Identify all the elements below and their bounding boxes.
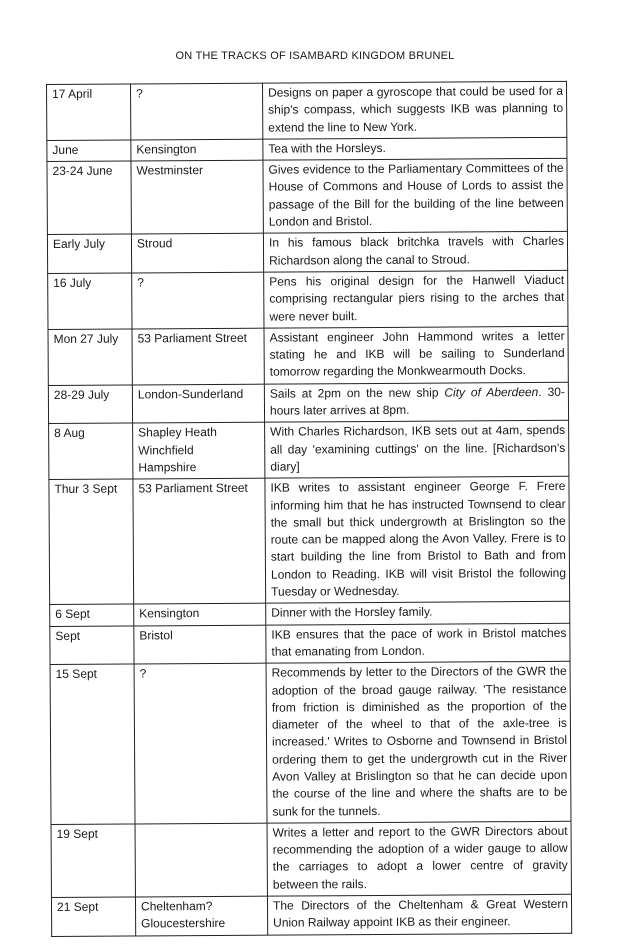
event-cell: Assistant engineer John Hammond writes a letter stating he and IKB will be sailing to Sunderland tomorrow regarding the Monkwearmouth Docks. bbox=[264, 326, 568, 384]
table-row bbox=[50, 662, 571, 825]
event-cell: The Directors of the Cheltenham & Great Western Union Railway appoint IKB as their engineer. bbox=[267, 894, 571, 934]
place-cell: Kensington bbox=[134, 603, 266, 625]
table-row bbox=[48, 326, 568, 385]
date-cell: June bbox=[47, 140, 131, 162]
place-cell: ? bbox=[134, 663, 267, 823]
table-row bbox=[47, 159, 567, 235]
place-cell: ? bbox=[132, 272, 264, 329]
table-row bbox=[48, 270, 568, 329]
ship-name: City of Aberdeen bbox=[444, 384, 539, 400]
date-cell: 21 Sept bbox=[51, 897, 135, 936]
event-cell: Designs on paper a gyroscope that could be used for a ship's compass, which suggests IKB was planning to extend the line to New York. bbox=[262, 81, 566, 139]
place-cell: Shapley Heath Winchfield Hampshire bbox=[133, 423, 265, 480]
date-cell: 28-29 July bbox=[48, 385, 132, 424]
table-row bbox=[50, 623, 570, 665]
timeline-table bbox=[46, 81, 572, 937]
event-cell: Gives evidence to the Parliamentary Committees of the House of Commons and House of Lords to assist the passage of the Bill for the building of the line between London and Bristol. bbox=[263, 159, 567, 234]
place-cell: Stroud bbox=[131, 234, 263, 273]
event-cell: Writes a letter and report to the GWR Directors about recommending the adoption of a wider gauge to allow the carriages to adopt a lower centre of gravity between the rails. bbox=[267, 821, 571, 896]
event-cell: In his famous black britchka travels with Charles Richardson along the canal to Stroud. bbox=[263, 232, 567, 272]
event-text: Sails at 2pm on the new ship bbox=[269, 385, 445, 401]
place-cell bbox=[135, 823, 267, 897]
event-cell: Recommends by letter to the Directors of the GWR the adoption of the broad gauge railway. 'The resistance from friction is diminished as the proportion of the diameter of the wheel to that of the axle-tree is increased.' Writes to Osborne and Townsend in Bristol ordering them to get the undergrowth cut in the River Avon Valley at Brislington so that he can decide upon the course of the line and where the shafts are to be sunk for the tunnels. bbox=[266, 662, 571, 824]
place-cell: ? bbox=[131, 83, 263, 140]
date-cell: 17 April bbox=[47, 84, 131, 140]
date-cell: 6 Sept bbox=[50, 604, 134, 626]
date-cell: 15 Sept bbox=[50, 664, 135, 824]
date-cell: Thur 3 Sept bbox=[49, 479, 134, 605]
date-cell: 19 Sept bbox=[51, 824, 135, 898]
date-cell: 8 Aug bbox=[49, 423, 133, 479]
table-row bbox=[47, 232, 567, 274]
place-cell: London-Sunderland bbox=[132, 384, 264, 423]
date-cell: 16 July bbox=[48, 273, 132, 329]
event-cell bbox=[264, 382, 568, 422]
date-cell: Early July bbox=[47, 234, 131, 273]
date-cell: Mon 27 July bbox=[48, 329, 132, 385]
place-cell: Westminster bbox=[131, 160, 263, 234]
date-cell: 23-24 June bbox=[47, 161, 131, 235]
table-row bbox=[48, 382, 568, 424]
event-cell: Dinner with the Horsley family. bbox=[266, 602, 570, 625]
event-text: . 30-hours later arrives at 8pm. bbox=[269, 384, 565, 418]
event-cell: IKB ensures that the pace of work in Bristol matches that emanating from London. bbox=[266, 623, 570, 663]
place-cell: 53 Parliament Street bbox=[133, 478, 266, 604]
event-cell: With Charles Richardson, IKB sets out at 4am, spends all day 'examining cuttings' on the line. [Richardson's diary] bbox=[265, 421, 569, 479]
date-cell: Sept bbox=[50, 626, 134, 665]
table-row bbox=[51, 821, 571, 897]
table-row bbox=[47, 81, 567, 140]
event-cell: IKB writes to assistant engineer George F. Frere informing him that he has instructed Townsend to clear the small but thick undergrowth at Brislington so the route can be mapped along the Avon Valley. Frere is to start building the line from Bristol to Bath and from London to Reading. IKB will visit Bristol the following Tuesday or Wednesday. bbox=[265, 477, 570, 604]
event-cell: Tea with the Horsleys. bbox=[263, 137, 567, 160]
table-row bbox=[49, 477, 570, 605]
place-cell: Kensington bbox=[131, 139, 263, 161]
place-cell: 53 Parliament Street bbox=[132, 328, 264, 385]
table-row bbox=[51, 894, 571, 936]
table-row bbox=[49, 421, 569, 480]
place-cell: Bristol bbox=[134, 625, 266, 664]
event-cell: Pens his original design for the Hanwell Viaduct comprising rectangular piers rising to the arches that were never built. bbox=[264, 270, 568, 328]
place-cell: Cheltenham? Gloucestershire bbox=[135, 896, 267, 935]
page-title: ON THE TRACKS OF ISAMBARD KINGDOM BRUNEL bbox=[175, 50, 455, 62]
